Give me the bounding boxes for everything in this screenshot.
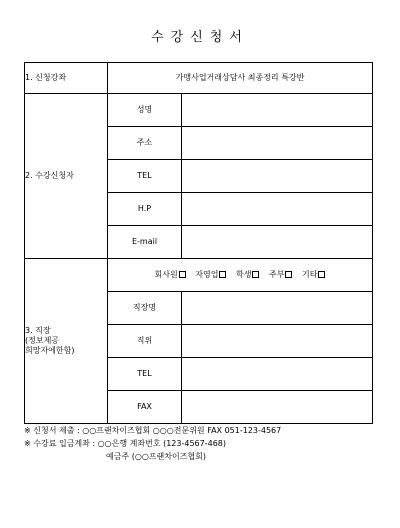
form-title: 수강신청서 bbox=[151, 30, 249, 45]
tel-field[interactable] bbox=[182, 160, 373, 193]
checkbox-homemaker[interactable]: 주부 bbox=[269, 270, 292, 279]
name-label: 성명 bbox=[108, 94, 182, 127]
position-label: 직위 bbox=[108, 325, 182, 358]
address-field[interactable] bbox=[182, 127, 373, 160]
application-form-table bbox=[24, 62, 373, 424]
checkbox-icon[interactable] bbox=[219, 271, 226, 278]
applicant-label: 2. 수강신청자 bbox=[25, 94, 108, 259]
workplace-label bbox=[25, 259, 108, 424]
checkbox-student[interactable]: 학생 bbox=[236, 270, 259, 279]
checkbox-icon[interactable] bbox=[285, 271, 292, 278]
footer-notes bbox=[24, 424, 384, 463]
name-field[interactable] bbox=[182, 94, 373, 127]
payment-account-note: ※ 수강료 입금계좌 : ○○은행 계좌번호 (123-4567-468) bbox=[24, 439, 226, 448]
submission-note: ※ 신청서 제출 : ○○프랜차이즈협회 ○○○전문위원 FAX 051-123-4567 bbox=[24, 426, 282, 435]
checkbox-icon[interactable] bbox=[318, 271, 325, 278]
course-name: 가맹사업거래상담사 최종정리 특강반 bbox=[108, 63, 373, 94]
fax-label: FAX bbox=[108, 391, 182, 424]
hp-label: H.P bbox=[108, 193, 182, 226]
workplace-label-line3: 희망자에한함) bbox=[25, 346, 75, 355]
tel-label: TEL bbox=[108, 160, 182, 193]
email-label: E-mail bbox=[108, 226, 182, 259]
fax-field[interactable] bbox=[182, 391, 373, 424]
work-tel-field[interactable] bbox=[182, 358, 373, 391]
checkbox-office-worker[interactable]: 회사원 bbox=[155, 270, 186, 279]
checkbox-icon[interactable] bbox=[252, 271, 259, 278]
course-label: 1. 신청강좌 bbox=[25, 63, 108, 94]
checkbox-self-employed[interactable]: 자영업 bbox=[195, 270, 226, 279]
work-tel-label: TEL bbox=[108, 358, 182, 391]
workplace-label-line1: 3. 직장 bbox=[25, 326, 51, 335]
occupation-checkboxes bbox=[108, 259, 373, 292]
position-field[interactable] bbox=[182, 325, 373, 358]
checkbox-icon[interactable] bbox=[179, 271, 186, 278]
company-name-label: 직장명 bbox=[108, 292, 182, 325]
checkbox-other[interactable]: 기타 bbox=[302, 270, 325, 279]
company-name-field[interactable] bbox=[182, 292, 373, 325]
address-label: 주소 bbox=[108, 127, 182, 160]
hp-field[interactable] bbox=[182, 193, 373, 226]
workplace-label-line2: (정보제공 bbox=[25, 336, 60, 345]
email-field[interactable] bbox=[182, 226, 373, 259]
account-holder-note: 예금주 (○○프랜차이즈협회) bbox=[106, 452, 207, 461]
